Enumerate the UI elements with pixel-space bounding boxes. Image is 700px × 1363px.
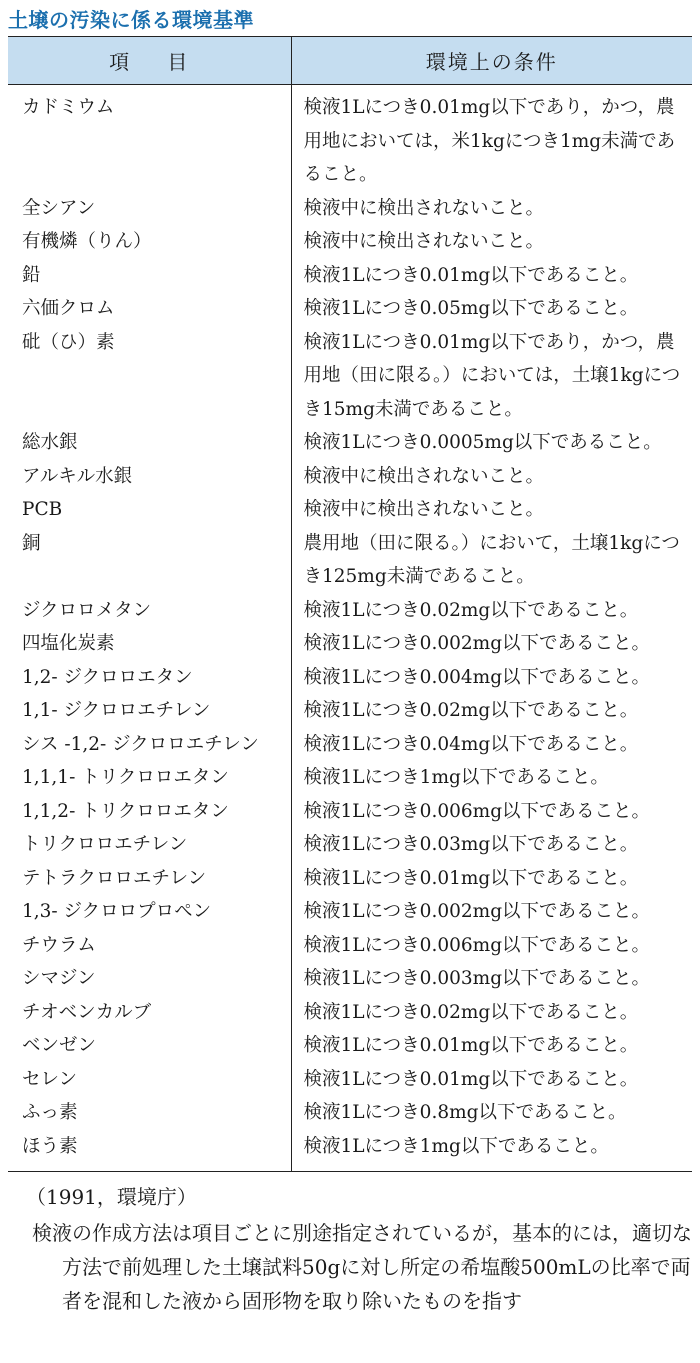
substance-name: 有機燐（りん） [8,225,291,259]
substance-name: アルキル水銀 [8,460,291,494]
substance-name: 銅 [8,527,291,594]
condition-text: 農用地（田に限る。）において，土壌1kgにつき125mg未満であること。 [303,532,680,587]
table-row [8,259,692,293]
condition-text: 検液中に検出されないこと。 [303,499,545,520]
condition-text: 検液1Lにつき0.02mg以下であること。 [303,1001,639,1023]
table-row [8,1130,692,1172]
condition-text: 検液1Lにつき0.01mg以下であり，かつ，農用地においては，米1kgにつき1mg未満であること。 [303,97,676,185]
table-row [8,929,692,963]
substance-name: ジクロロメタン [8,594,291,628]
substance-name: テトラクロロエチレン [8,862,291,896]
table-row [8,627,692,661]
substance-name: 総水銀 [8,426,291,460]
substance-name: シマジン [8,962,291,996]
table-row [8,1096,692,1130]
substance-name: 1,1,1- トリクロロエタン [8,761,291,795]
header-item: 項 目 [8,37,291,85]
substance-name: チウラム [8,929,291,963]
condition-text: 検液1Lにつき0.03mg以下であること。 [303,834,639,855]
condition-text: 検液1Lにつき1mg以下であること。 [303,767,609,788]
substance-name: 鉛 [8,259,291,293]
substance-name: トリクロロエチレン [8,828,291,862]
standards-table [8,36,692,1172]
table-row [8,895,692,929]
condition-text: 検液1Lにつき0.01mg以下であり，かつ，農用地（田に限る。）においては，土壌1kgにつき15mg未満であること。 [303,331,681,420]
substance-name: PCB [8,493,291,527]
substance-name: ふっ素 [8,1096,291,1130]
header-condition: 環境上の条件 [291,37,692,85]
condition-text: 検液1Lにつき0.01mg以下であること。 [303,1035,639,1056]
substance-name: 1,3- ジクロロプロペン [8,895,291,929]
table-row [8,1029,692,1063]
table-row [8,862,692,896]
condition-text: 検液1Lにつき0.04mg以下であること。 [303,733,639,755]
table-row [8,1063,692,1097]
condition-text: 検液1Lにつき0.002mg以下であること。 [303,633,651,654]
condition-text: 検液中に検出されないこと。 [303,231,545,252]
table-row [8,728,692,762]
substance-name: シス -1,2- ジクロロエチレン [8,728,291,762]
substance-name: 全シアン [8,192,291,226]
condition-text: 検液1Lにつき0.004mg以下であること。 [303,666,651,688]
substance-name: ベンゼン [8,1029,291,1063]
substance-name: チオベンカルブ [8,996,291,1030]
condition-text: 検液1Lにつき0.01mg以下であること。 [303,264,639,286]
table-row [8,292,692,326]
table-row [8,326,692,427]
table-row [8,694,692,728]
substance-name: セレン [8,1063,291,1097]
table-body [8,85,692,1172]
page-title: 土壌の汚染に係る環境基準 [8,8,254,32]
table-row [8,527,692,594]
table-row [8,761,692,795]
substance-name: 砒（ひ）素 [8,326,291,427]
condition-text: 検液1Lにつき0.006mg以下であること。 [303,800,651,822]
substance-name: 四塩化炭素 [8,627,291,661]
substance-name: ほう素 [8,1130,291,1172]
condition-text: 検液1Lにつき0.02mg以下であること。 [303,700,639,721]
substance-name: 六価クロム [8,292,291,326]
condition-text: 検液1Lにつき0.8mg以下であること。 [303,1102,627,1123]
substance-name: 1,1- ジクロロエチレン [8,694,291,728]
condition-text: 検液1Lにつき0.01mg以下であること。 [303,867,639,889]
condition-text: 検液1Lにつき0.01mg以下であること。 [303,1068,639,1090]
condition-text: 検液1Lにつき0.0005mg以下であること。 [303,432,662,453]
condition-text: 検液中に検出されないこと。 [303,197,545,219]
table-row [8,795,692,829]
condition-text: 検液1Lにつき1mg以下であること。 [291,1130,692,1172]
table-row [8,493,692,527]
condition-text: 検液1Lにつき0.05mg以下であること。 [303,298,639,319]
condition-text: 検液1Lにつき0.003mg以下であること。 [303,968,651,989]
table-row [8,426,692,460]
table-row [8,661,692,695]
substance-name: カドミウム [8,85,291,192]
table-header-row [8,37,692,85]
condition-text: 検液1Lにつき0.002mg以下であること。 [303,901,651,922]
substance-name: 1,1,2- トリクロロエタン [8,795,291,829]
table-row [8,460,692,494]
table-row [8,962,692,996]
table-row [8,594,692,628]
table-row [8,225,692,259]
condition-text: 検液1Lにつき0.006mg以下であること。 [303,934,651,956]
condition-text: 検液中に検出されないこと。 [303,465,545,487]
table-row [8,828,692,862]
substance-name: 1,2- ジクロロエタン [8,661,291,695]
table-row [8,85,692,192]
table-row [8,996,692,1030]
table-row [8,192,692,226]
condition-text: 検液1Lにつき0.02mg以下であること。 [303,599,639,621]
source-note: （1991，環境庁） [26,1185,197,1209]
description-note: 検液の作成方法は項目ごとに別途指定されているが，基本的には，適切な方法で前処理した土壌試料50gに対し所定の希塩酸500mLの比率で両者を混和した液から固形物を取り除いたものを指す [32,1221,692,1313]
